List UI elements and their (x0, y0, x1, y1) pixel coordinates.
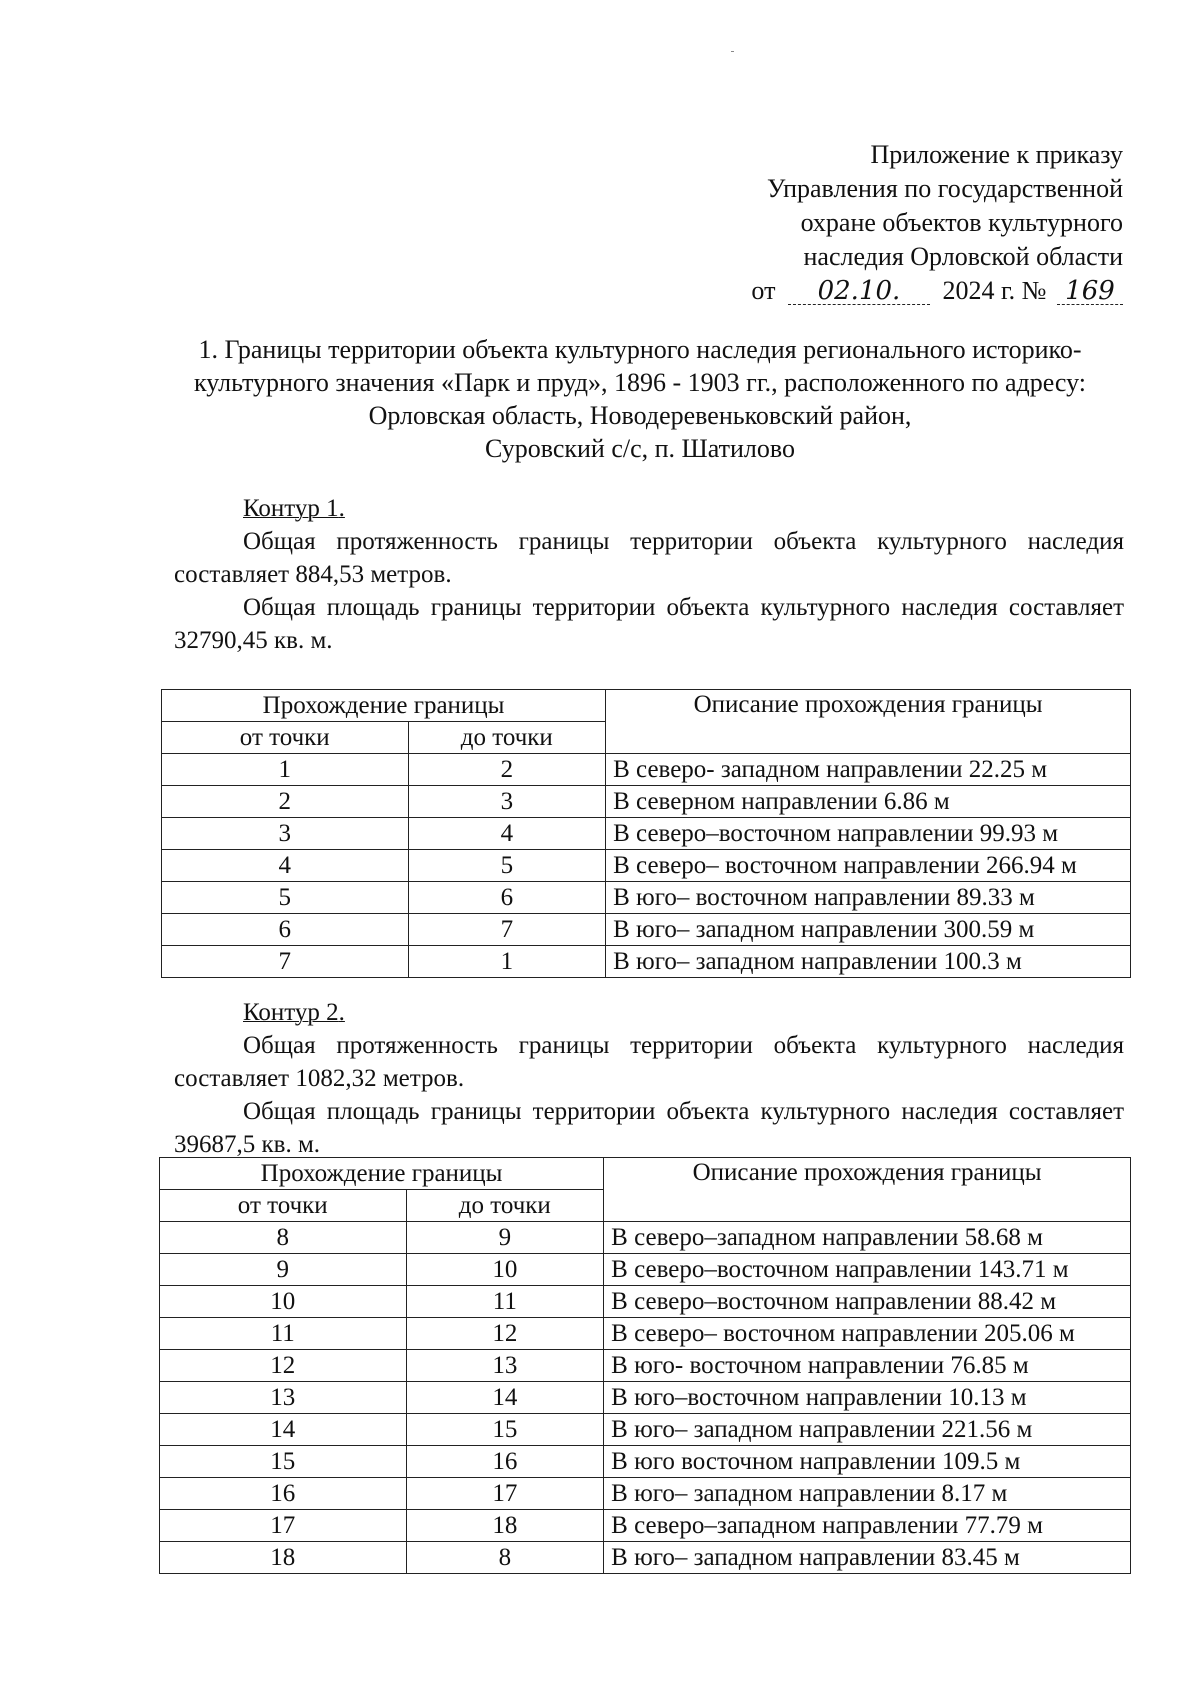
appendix-line: наследия Орловской области (803, 242, 1123, 271)
description-cell: В северо–западном направлении 77.79 м (604, 1510, 1131, 1542)
contour-2-table (159, 1157, 1131, 1574)
contour-heading-text: Контур 1 (243, 495, 339, 522)
contour-1-area: Общая площадь границы территории объекта культурного наследия составляет 32790,45 кв. м. (174, 594, 1124, 654)
contour-2-heading (243, 996, 1124, 1029)
description-cell: В северо–восточном направлении 88.42 м (604, 1286, 1131, 1318)
to-point-cell: 2 (408, 754, 606, 786)
from-point-cell: 4 (162, 850, 409, 882)
description-cell: В юго восточном направлении 109.5 м (604, 1446, 1131, 1478)
appendix-line: Управления по государственной (766, 174, 1123, 203)
from-point-cell: 13 (160, 1382, 407, 1414)
title-line: 1. Границы территории объекта культурного наследия регионального историко- (198, 335, 1082, 364)
to-point-cell: 8 (406, 1542, 604, 1574)
from-point-cell: 6 (162, 914, 409, 946)
description-cell: В северо– восточном направлении 205.06 м (604, 1318, 1131, 1350)
description-cell: В северном направлении 6.86 м (606, 786, 1131, 818)
description-cell: В юго– восточном направлении 89.33 м (606, 882, 1131, 914)
description-cell: В юго– западном направлении 100.3 м (606, 946, 1131, 978)
contour-2-rows (160, 1222, 1131, 1574)
to-point-cell: 10 (406, 1254, 604, 1286)
description-cell: В юго– западном направлении 300.59 м (606, 914, 1131, 946)
description-cell: В северо–восточном направлении 143.71 м (604, 1254, 1131, 1286)
header-from-point: от точки (162, 722, 409, 754)
contour-1-rows (162, 754, 1131, 978)
title-line: Суровский с/с, п. Шатилово (485, 434, 795, 463)
to-point-cell: 14 (406, 1382, 604, 1414)
table-row (160, 1254, 1131, 1286)
header-from-point: от точки (160, 1190, 407, 1222)
from-point-cell: 10 (160, 1286, 407, 1318)
from-point-cell: 3 (162, 818, 409, 850)
from-point-cell: 9 (160, 1254, 407, 1286)
description-cell: В северо- западном направлении 22.25 м (606, 754, 1131, 786)
table-row (160, 1414, 1131, 1446)
from-point-cell: 17 (160, 1510, 407, 1542)
table-row (160, 1382, 1131, 1414)
to-point-cell: 5 (408, 850, 606, 882)
from-point-cell: 16 (160, 1478, 407, 1510)
title-line: Орловская область, Новодеревеньковский район, (368, 401, 912, 430)
header-description: Описание прохождения границы (606, 690, 1131, 754)
description-cell: В юго- восточном направлении 76.85 м (604, 1350, 1131, 1382)
to-point-cell: 4 (408, 818, 606, 850)
contour-1-heading (243, 492, 1124, 525)
table-row (160, 1222, 1131, 1254)
header-to-point: до точки (406, 1190, 604, 1222)
table-row (162, 882, 1131, 914)
contour-1-length: Общая протяженность границы территории объекта культурного наследия составляет 884,53 метров. (174, 528, 1124, 588)
title-line: культурного значения «Парк и пруд», 1896 - 1903 гг., расположенного по адресу: (193, 368, 1086, 397)
appendix-line: Приложение к приказу (870, 140, 1123, 169)
to-point-cell: 1 (408, 946, 606, 978)
table-row (160, 1542, 1131, 1574)
table-row (162, 786, 1131, 818)
date-prefix: от (751, 276, 776, 305)
description-cell: В северо–восточном направлении 99.93 м (606, 818, 1131, 850)
contour-2-length: Общая протяженность границы территории объекта культурного наследия составляет 1082,32 метров. (174, 1032, 1124, 1092)
contour-heading-text: Контур 2 (243, 999, 339, 1026)
to-point-cell: 9 (406, 1222, 604, 1254)
table-header-row (162, 690, 1131, 722)
description-cell: В юго– западном направлении 221.56 м (604, 1414, 1131, 1446)
header-route: Прохождение границы (162, 690, 606, 722)
description-cell: В юго– западном направлении 83.45 м (604, 1542, 1131, 1574)
from-point-cell: 15 (160, 1446, 407, 1478)
from-point-cell: 1 (162, 754, 409, 786)
table-row (160, 1350, 1131, 1382)
table-row (160, 1286, 1131, 1318)
header-route: Прохождение границы (160, 1158, 604, 1190)
table-row (160, 1478, 1131, 1510)
to-point-cell: 18 (406, 1510, 604, 1542)
table-row (160, 1510, 1131, 1542)
to-point-cell: 6 (408, 882, 606, 914)
description-cell: В юго–восточном направлении 10.13 м (604, 1382, 1131, 1414)
appendix-line: охране объектов культурного (800, 208, 1123, 237)
table-row (162, 818, 1131, 850)
from-point-cell: 8 (160, 1222, 407, 1254)
handwritten-order-number: 169 (1057, 278, 1123, 305)
table-row (160, 1446, 1131, 1478)
description-cell: В юго– западном направлении 8.17 м (604, 1478, 1131, 1510)
header-to-point: до точки (408, 722, 606, 754)
to-point-cell: 3 (408, 786, 606, 818)
to-point-cell: 17 (406, 1478, 604, 1510)
from-point-cell: 7 (162, 946, 409, 978)
to-point-cell: 16 (406, 1446, 604, 1478)
table-row (162, 946, 1131, 978)
to-point-cell: 13 (406, 1350, 604, 1382)
order-year: 2024 г. № (942, 276, 1047, 305)
contour-1-section (174, 492, 1124, 657)
document-title (160, 333, 1120, 465)
table-header-row (160, 1158, 1131, 1190)
contour-1-table (161, 689, 1131, 978)
to-point-cell: 11 (406, 1286, 604, 1318)
table-row (162, 754, 1131, 786)
table-row (162, 914, 1131, 946)
heading-period: . (338, 495, 345, 522)
from-point-cell: 12 (160, 1350, 407, 1382)
from-point-cell: 11 (160, 1318, 407, 1350)
contour-2-section (174, 996, 1124, 1161)
from-point-cell: 14 (160, 1414, 407, 1446)
table-row (162, 850, 1131, 882)
description-cell: В северо– восточном направлении 266.94 м (606, 850, 1131, 882)
heading-period: . (338, 999, 345, 1026)
from-point-cell: 18 (160, 1542, 407, 1574)
appendix-header (751, 138, 1123, 308)
to-point-cell: 7 (408, 914, 606, 946)
handwritten-date: 02.10. (788, 278, 930, 305)
order-date-line (751, 274, 1123, 308)
to-point-cell: 12 (406, 1318, 604, 1350)
table-row (160, 1318, 1131, 1350)
from-point-cell: 5 (162, 882, 409, 914)
to-point-cell: 15 (406, 1414, 604, 1446)
scan-speck (731, 51, 734, 52)
contour-2-area: Общая площадь границы территории объекта культурного наследия составляет 39687,5 кв. м. (174, 1098, 1124, 1158)
from-point-cell: 2 (162, 786, 409, 818)
header-description: Описание прохождения границы (604, 1158, 1131, 1222)
description-cell: В северо–западном направлении 58.68 м (604, 1222, 1131, 1254)
